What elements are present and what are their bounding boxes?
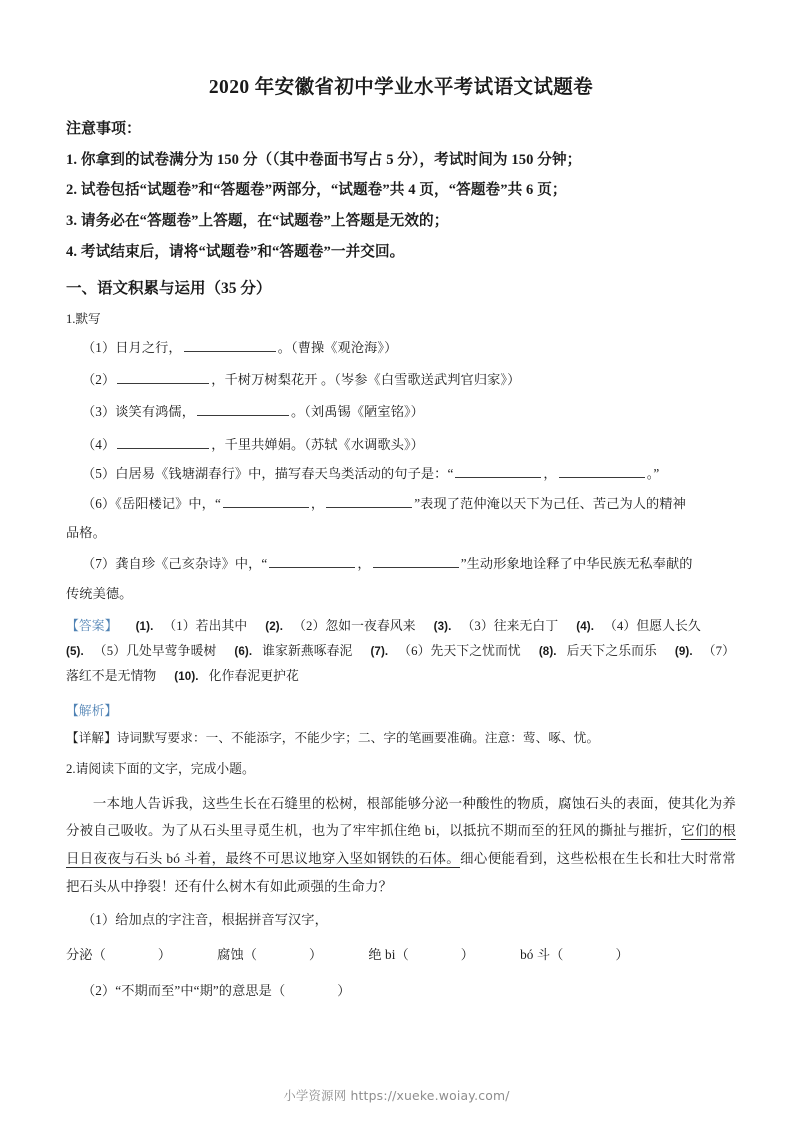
question-1-item-2: [66, 369, 736, 390]
footer-watermark: [0, 1086, 793, 1104]
pinyin-item-3-close: ）: [460, 946, 475, 962]
reading-passage: [66, 790, 736, 902]
answer-num-5: (5).: [66, 644, 84, 658]
blank-underline[interactable]: [184, 338, 276, 352]
answer-num-4: (4).: [576, 620, 595, 633]
answer-text-4: （4）但愿人长久: [604, 619, 701, 633]
pinyin-item-2-label: 腐蚀（: [217, 946, 258, 962]
pinyin-item-4-label: bó 斗（: [520, 946, 564, 962]
footer-site-name: 小学资源网: [283, 1088, 347, 1103]
footer-url[interactable]: https://xueke.woiay.com/: [350, 1088, 510, 1103]
q1-5-text-a: （5）白居易《钱塘湖春行》中，描写春天鸟类活动的句子是：“: [82, 466, 454, 482]
answer-num-3: (3).: [433, 620, 452, 633]
analysis-detail: [66, 727, 736, 750]
analysis-detail-tag: 【详解】: [66, 731, 117, 746]
q1-4-text-b: ，千里共婵娟。（苏轼《水调歌头》）: [211, 436, 424, 452]
answer-text-6: 谁家新燕啄春泥: [262, 643, 353, 658]
question-2-sub-2-text: （2）“不期而至”中“期”的意思是（: [82, 982, 286, 998]
page-title: 2020 年安徽省初中学业水平考试语文试题卷: [208, 77, 594, 98]
answer-num-9: (9).: [674, 644, 693, 658]
q1-7-text-a: （7）龚自珍《己亥杂诗》中，“: [82, 556, 268, 572]
q1-5-text-mid: ，: [543, 466, 557, 482]
answer-tag: 【答案】: [66, 619, 118, 633]
question-2-sub-2: [66, 980, 736, 1002]
blank-underline[interactable]: [455, 465, 541, 479]
q1-6-text-mid: ，: [310, 495, 325, 511]
answer-text-3: （3）往来无白丁: [461, 619, 559, 633]
question-1-item-6-cont: 品格。: [66, 524, 106, 540]
answer-num-8: (8).: [538, 644, 557, 658]
passage-underlined-sentence: 它们的根日日夜夜与石头 bó 斗着，最终不可思议地穿入坚如钢铁的石体。: [66, 823, 736, 867]
q1-7-text-mid: ，: [357, 556, 371, 572]
pinyin-item-2-close: ）: [309, 946, 323, 962]
question-1-label: 1.默写: [66, 312, 101, 327]
q1-6-text-a: （6）《岳阳楼记》中，“: [82, 495, 221, 511]
answer-text-5: （5）几处早莺争暖树: [93, 643, 217, 658]
answer-text-2: （2）忽如一夜春风来: [293, 619, 416, 633]
analysis-detail-text: 诗词默写要求：一、不能添字，不能少字；二、字的笔画要准确。注意：莺、啄、忧。: [116, 731, 600, 746]
passage-text-part2: 细心便能看到，这些松根在生长和壮大时常常把石头从中挣裂！还有什么树木有如此顽强的生命力？: [66, 851, 736, 895]
q1-4-text-a: （4）: [82, 436, 116, 452]
answer-text-1: （1）若出其中: [163, 619, 248, 633]
blank-underline[interactable]: [117, 435, 209, 449]
answer-block: [66, 614, 736, 689]
notice-item-2: 2. 试卷包括“试题卷”和“答题卷”两部分，“试题卷”共 4 页，“答题卷”共 6 页；: [66, 182, 567, 199]
blank-underline[interactable]: [373, 555, 459, 569]
question-1-item-5: [66, 463, 736, 484]
notice-item-4: 4. 考试结束后，请将“试题卷”和“答题卷”一并交回。: [66, 243, 405, 260]
question-1-item-3: [66, 401, 736, 422]
q1-3-text-b: 。（刘禹锡《陋室铭》）: [291, 404, 424, 420]
answer-text-8: 后天下之乐而乐: [566, 643, 657, 658]
answer-text-7: （6）先天下之忧而忧: [398, 643, 521, 658]
question-2-lead: 2.请阅读下面的文字，完成小题。: [66, 761, 255, 776]
q1-1-text-a: （1）日月之行，: [82, 339, 182, 355]
answer-num-2: (2).: [265, 620, 284, 633]
pinyin-item-4-close: ）: [615, 946, 629, 962]
question-1-item-7-cont: 传统美德。: [66, 585, 133, 601]
pinyin-item-3-label: 绝 bi（: [368, 946, 409, 962]
question-2-sub-2-close: ）: [337, 982, 351, 998]
answer-num-1: (1).: [135, 620, 154, 633]
section-heading-one: 一、语文积累与运用（35 分）: [66, 280, 272, 298]
question-1-item-4: [66, 434, 736, 455]
answer-num-10: (10).: [174, 669, 199, 683]
blank-underline[interactable]: [326, 494, 412, 508]
question-1-item-1: [66, 337, 736, 358]
analysis-block: [66, 699, 736, 723]
answer-num-7: (7).: [370, 644, 389, 658]
blank-underline[interactable]: [223, 494, 309, 508]
notice-item-1: 1. 你拿到的试卷满分为 150 分（（其中卷面书写占 5 分），考试时间为 150 分钟；: [66, 151, 582, 168]
q1-5-text-b: 。”: [646, 466, 660, 482]
q1-7-text-b: ”生动形象地诠释了中华民族无私奉献的: [460, 556, 693, 572]
pinyin-answer-row: [66, 944, 736, 966]
question-1-item-7: [66, 553, 736, 574]
blank-underline[interactable]: [117, 370, 209, 384]
blank-underline[interactable]: [197, 403, 289, 417]
answer-text-10: 化作春泥更护花: [208, 668, 299, 683]
q1-3-text-a: （3）谈笑有鸿儒，: [82, 404, 195, 420]
analysis-tag: 【解析】: [66, 703, 118, 718]
pinyin-item-1-close: ）: [157, 946, 172, 962]
answer-text-9: （7）落红不是无情物: [66, 643, 735, 683]
blank-underline[interactable]: [559, 465, 645, 479]
answer-num-6: (6).: [234, 644, 253, 658]
question-2-sub-1: （1）给加点的字注音，根据拼音写汉字，: [82, 912, 328, 928]
pinyin-item-1-label: 分泌（: [66, 946, 106, 962]
notice-item-3: 3. 请务必在“答题卷”上答题，在“试题卷”上答题是无效的；: [66, 213, 449, 230]
question-1-item-6: [66, 493, 736, 514]
q1-6-text-b: ”表现了范仲淹以天下为己任、苦己为人的精神: [414, 495, 686, 511]
passage-text-part1: 一本地人告诉我，这些生长在石缝里的松树，根部能够分泌一种酸性的物质，腐蚀石头的表面，使其化为养分被自己吸收。为了从石头里寻觅生机，也为了牢牢抓住绝 bi，以抵抗不期而至的狂风的撕扯与摧折，: [66, 795, 736, 839]
q1-2-text-a: （2）: [82, 372, 116, 387]
notice-heading: 注意事项：: [66, 121, 142, 138]
q1-1-text-b: 。（曹操《观沧海》）: [277, 339, 398, 355]
q1-2-text-b: ，千树万树梨花开 。（岑参《白雪歌送武判官归家》）: [211, 372, 521, 387]
blank-underline[interactable]: [269, 555, 355, 569]
